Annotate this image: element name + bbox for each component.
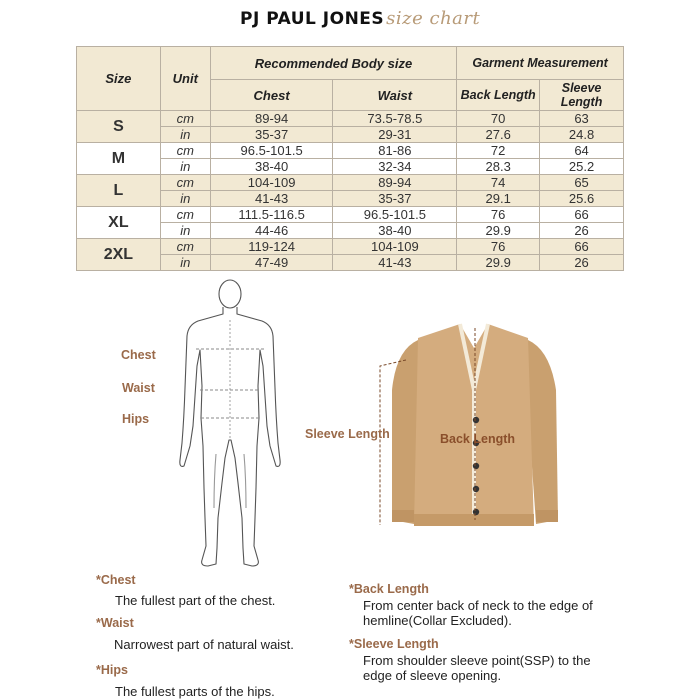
header-back-length: Back Length xyxy=(457,80,540,111)
size-label: 2XL xyxy=(77,239,161,271)
back-length-cell: 72 xyxy=(457,143,540,159)
table-row xyxy=(77,143,624,159)
brand-tagline: size chart xyxy=(386,8,481,29)
chest-cell: 89-94 xyxy=(210,111,333,127)
unit-cell: in xyxy=(160,127,210,143)
definition-text-waist: Narrowest part of natural waist. xyxy=(114,637,294,652)
diagram-label-sleeve-length: Sleeve Length xyxy=(305,427,390,441)
unit-cell: cm xyxy=(160,175,210,191)
waist-cell: 96.5-101.5 xyxy=(333,207,457,223)
brand-name: PJ PAUL JONES xyxy=(240,9,385,29)
waist-cell: 89-94 xyxy=(333,175,457,191)
unit-cell: cm xyxy=(160,207,210,223)
back-length-cell: 29.9 xyxy=(457,255,540,271)
size-label: M xyxy=(77,143,161,175)
sleeve-length-cell: 64 xyxy=(540,143,624,159)
header-chest: Chest xyxy=(210,80,333,111)
chest-cell: 41-43 xyxy=(210,191,333,207)
chest-cell: 44-46 xyxy=(210,223,333,239)
definition-text-back-length-2: hemline(Collar Excluded). xyxy=(363,613,512,628)
header-garment: Garment Measurement xyxy=(457,47,624,80)
back-length-cell: 76 xyxy=(457,239,540,255)
sleeve-length-cell: 65 xyxy=(540,175,624,191)
unit-cell: cm xyxy=(160,111,210,127)
definition-title-sleeve-length: *Sleeve Length xyxy=(349,637,439,651)
unit-cell: cm xyxy=(160,239,210,255)
chest-cell: 111.5-116.5 xyxy=(210,207,333,223)
unit-cell: cm xyxy=(160,143,210,159)
table-row xyxy=(77,207,624,223)
chest-cell: 104-109 xyxy=(210,175,333,191)
back-length-cell: 74 xyxy=(457,175,540,191)
size-label: XL xyxy=(77,207,161,239)
size-label: L xyxy=(77,175,161,207)
table-row xyxy=(77,111,624,127)
waist-cell: 73.5-78.5 xyxy=(333,111,457,127)
diagram-label-waist: Waist xyxy=(122,381,155,395)
unit-cell: in xyxy=(160,159,210,175)
definition-text-sleeve-length-2: edge of sleeve opening. xyxy=(363,668,502,683)
chest-cell: 47-49 xyxy=(210,255,333,271)
unit-cell: in xyxy=(160,191,210,207)
brand-title xyxy=(240,8,480,29)
waist-cell: 41-43 xyxy=(333,255,457,271)
header-size: Size xyxy=(77,47,161,111)
diagram-label-hips: Hips xyxy=(122,412,150,426)
sleeve-length-cell: 66 xyxy=(540,207,624,223)
chest-cell: 119-124 xyxy=(210,239,333,255)
definition-text-back-length-1: From center back of neck to the edge of xyxy=(363,598,593,613)
header-recommended: Recommended Body size xyxy=(210,47,457,80)
waist-cell: 29-31 xyxy=(333,127,457,143)
table-row xyxy=(77,175,624,191)
sleeve-length-cell: 25.6 xyxy=(540,191,624,207)
size-chart-table xyxy=(76,46,624,271)
unit-cell: in xyxy=(160,255,210,271)
sleeve-length-cell: 26 xyxy=(540,255,624,271)
chest-cell: 35-37 xyxy=(210,127,333,143)
waist-cell: 38-40 xyxy=(333,223,457,239)
chest-cell: 96.5-101.5 xyxy=(210,143,333,159)
body-outline-illustration xyxy=(178,278,282,574)
waist-cell: 81-86 xyxy=(333,143,457,159)
sleeve-length-cell: 66 xyxy=(540,239,624,255)
waist-cell: 35-37 xyxy=(333,191,457,207)
size-label: S xyxy=(77,111,161,143)
back-length-cell: 76 xyxy=(457,207,540,223)
sleeve-length-cell: 24.8 xyxy=(540,127,624,143)
cardigan-illustration xyxy=(378,320,568,532)
definition-title-back-length: *Back Length xyxy=(349,582,429,596)
diagram-label-back-length: Back Length xyxy=(440,432,516,446)
header-unit: Unit xyxy=(160,47,210,111)
waist-cell: 104-109 xyxy=(333,239,457,255)
definition-title-waist: *Waist xyxy=(96,616,134,630)
back-length-cell: 27.6 xyxy=(457,127,540,143)
sleeve-length-cell: 25.2 xyxy=(540,159,624,175)
diagram-label-chest: Chest xyxy=(121,348,156,362)
back-length-cell: 70 xyxy=(457,111,540,127)
definition-title-chest: *Chest xyxy=(96,573,136,587)
definition-text-chest: The fullest part of the chest. xyxy=(115,593,276,608)
table-row xyxy=(77,239,624,255)
sleeve-length-cell: 26 xyxy=(540,223,624,239)
definition-title-hips: *Hips xyxy=(96,663,128,677)
definition-text-hips: The fullest parts of the hips. xyxy=(115,684,275,699)
header-waist: Waist xyxy=(333,80,457,111)
header-sleeve-length: Sleeve Length xyxy=(540,80,624,111)
back-length-cell: 29.9 xyxy=(457,223,540,239)
back-length-cell: 28.3 xyxy=(457,159,540,175)
definition-text-sleeve-length-1: From shoulder sleeve point(SSP) to the xyxy=(363,653,591,668)
waist-cell: 32-34 xyxy=(333,159,457,175)
sleeve-length-cell: 63 xyxy=(540,111,624,127)
back-length-cell: 29.1 xyxy=(457,191,540,207)
unit-cell: in xyxy=(160,223,210,239)
chest-cell: 38-40 xyxy=(210,159,333,175)
